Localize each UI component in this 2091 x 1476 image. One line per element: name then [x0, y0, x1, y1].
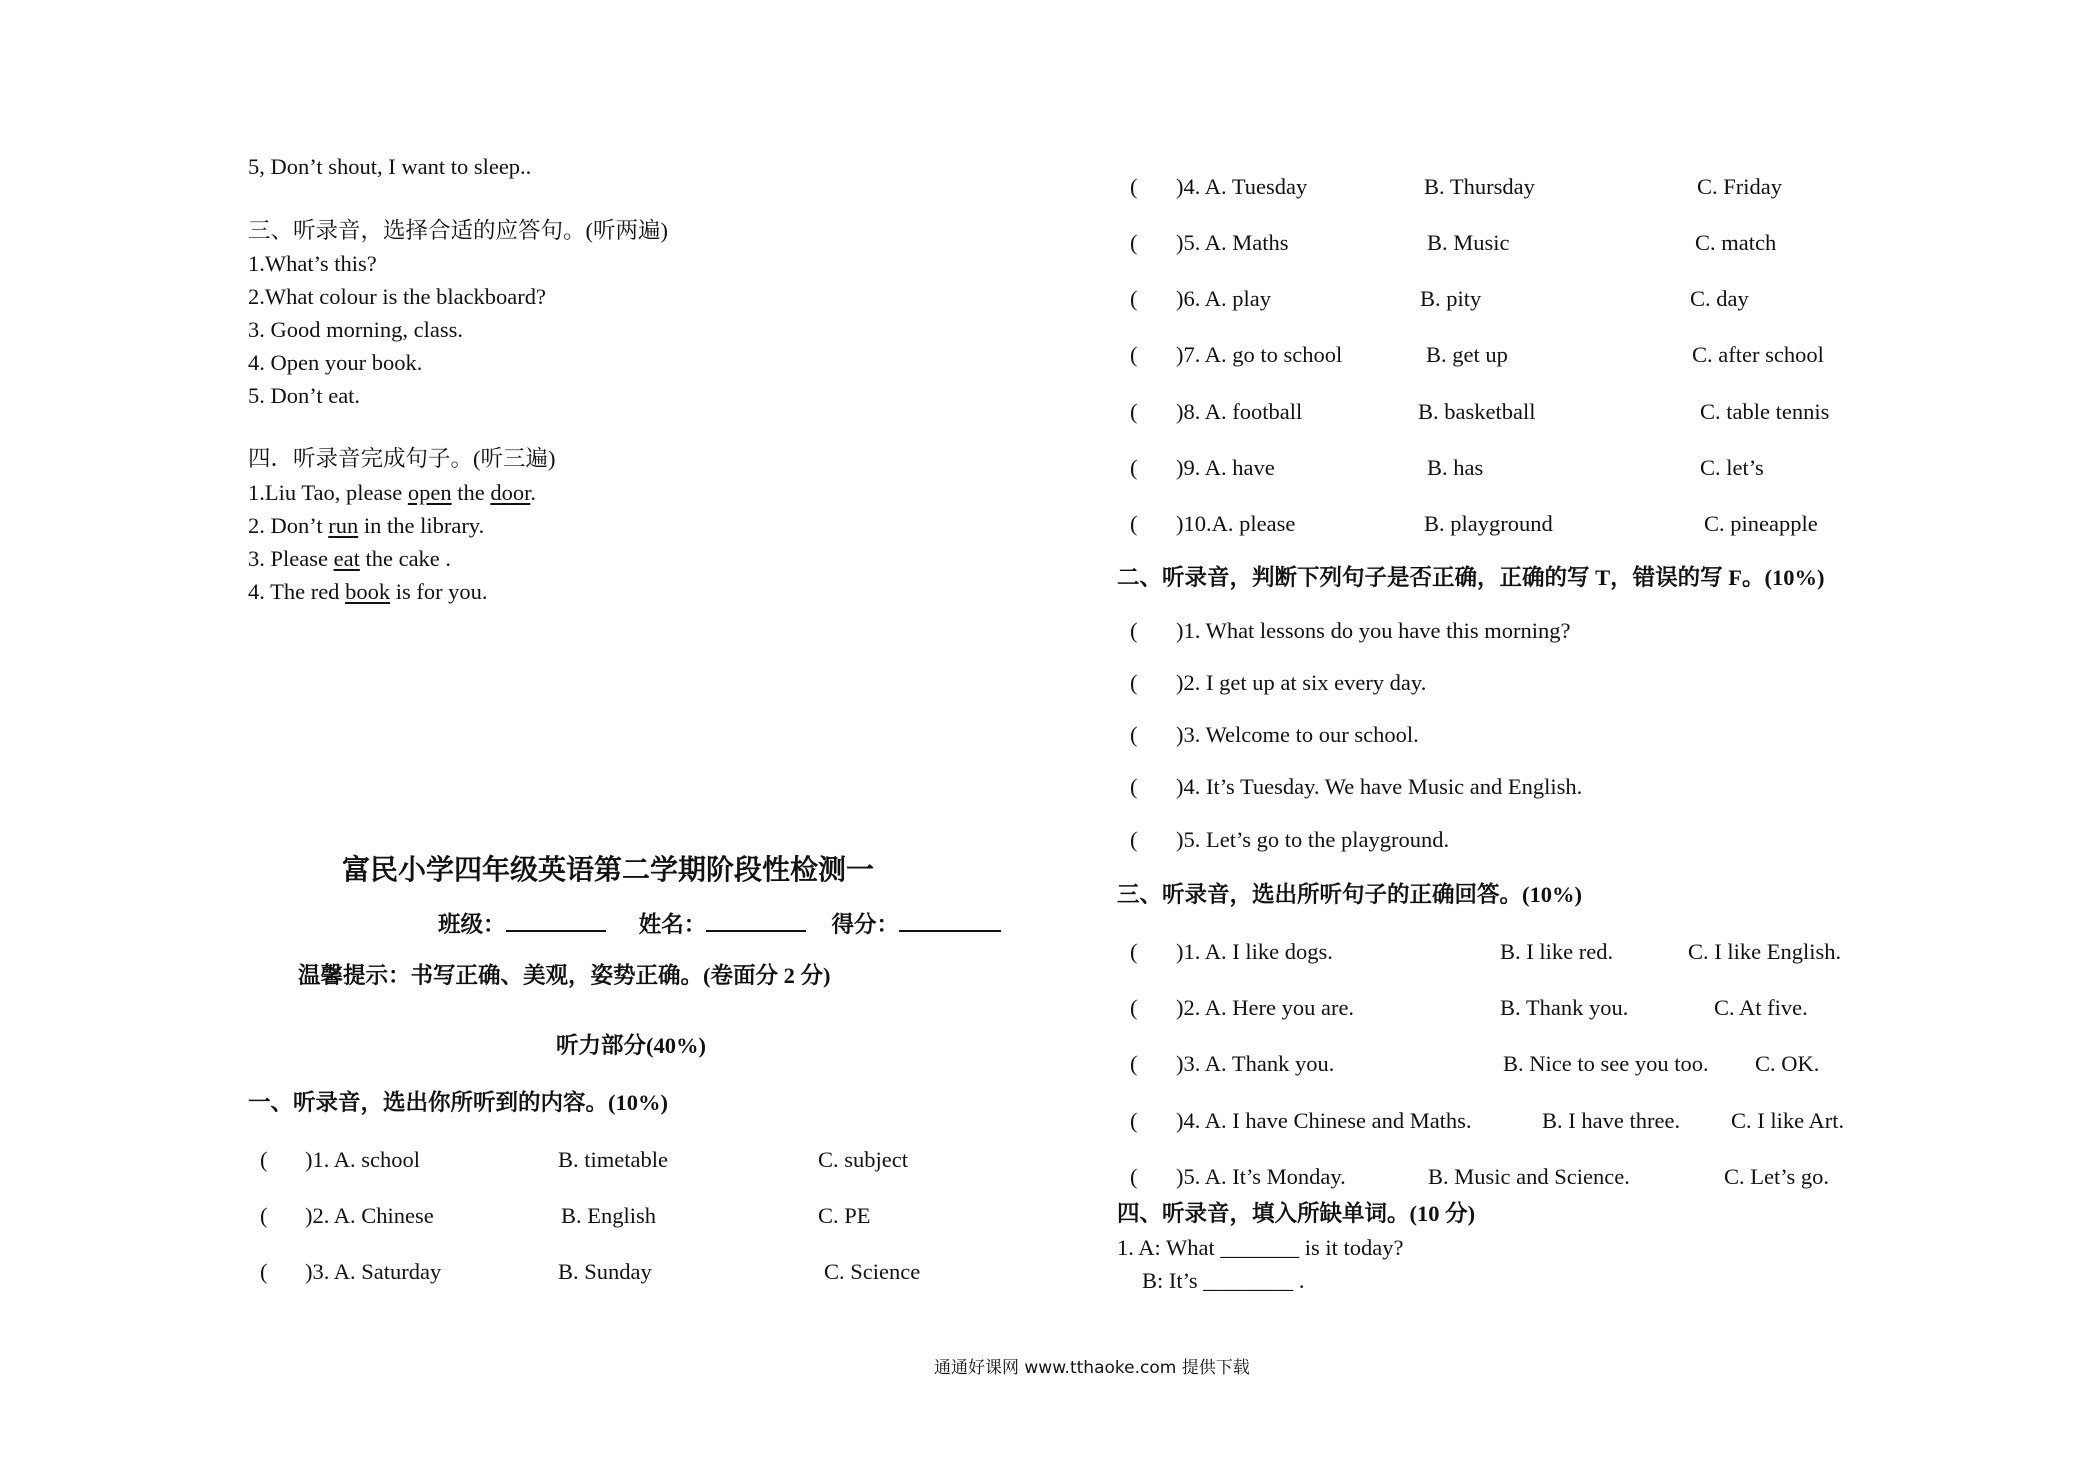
option-c: C. I like English.: [1688, 939, 1842, 964]
option-b: B. Thank you.: [1500, 995, 1629, 1020]
option-b: B. Music: [1427, 230, 1510, 255]
answer-item: 2.What colour is the blackboard?: [248, 284, 547, 309]
class-label: 班级：: [438, 912, 506, 937]
exam-tip: 温馨提示：书写正确、美观，姿势正确。(卷面分 2 分): [298, 963, 831, 988]
option-c: C. let’s: [1700, 455, 1764, 480]
tf-statement-2: )2. I get up at six every day.: [1176, 670, 1427, 695]
exam-title: 富民小学四年级英语第二学期阶段性检测一: [342, 855, 875, 886]
answer-paren[interactable]: (: [1130, 618, 1138, 643]
answer-sentence-3: 3. Please eat the cake .: [248, 546, 452, 571]
answer-paren[interactable]: (: [1130, 174, 1138, 199]
option-b: B. get up: [1426, 342, 1508, 367]
tf-statement-1: )1. What lessons do you have this morning?: [1176, 618, 1571, 643]
part2-heading: 二、听录音，判断下列句子是否正确，正确的写 T，错误的写 F。(10%): [1117, 565, 1825, 590]
option-b: B. Music and Science.: [1428, 1164, 1630, 1189]
option-b: B. Thursday: [1424, 174, 1535, 199]
class-field[interactable]: [506, 908, 606, 932]
option-c: C. Let’s go.: [1724, 1164, 1829, 1189]
section-listening: 听力部分(40%): [556, 1033, 706, 1058]
option-c: C. after school: [1692, 342, 1824, 367]
option-c: C. day: [1690, 286, 1749, 311]
question-9: )9. A. have: [1176, 455, 1275, 480]
answer-section-3-heading: 三、听录音，选择合适的应答句。(听两遍): [248, 218, 668, 243]
question-2: )2. A. Chinese: [305, 1203, 434, 1228]
answer-sentence-1: 1.Liu Tao, please open the door.: [248, 480, 536, 505]
answer-paren[interactable]: (: [1130, 827, 1138, 852]
option-b: B. I have three.: [1542, 1108, 1681, 1133]
fill-blank-line-2[interactable]: B: It’s ________ .: [1142, 1268, 1305, 1293]
answer-item: 5. Don’t eat.: [248, 383, 361, 408]
option-c: C. Science: [824, 1259, 921, 1284]
answer-paren[interactable]: (: [1130, 722, 1138, 747]
answer-paren[interactable]: (: [1130, 286, 1138, 311]
answer-paren[interactable]: (: [1130, 1108, 1138, 1133]
option-b: B. has: [1427, 455, 1484, 480]
option-c: C. match: [1695, 230, 1777, 255]
option-b: B. pity: [1420, 286, 1482, 311]
response-question-3: )3. A. Thank you.: [1176, 1051, 1335, 1076]
option-c: C. PE: [818, 1203, 871, 1228]
answer-paren[interactable]: (: [1130, 455, 1138, 480]
tf-statement-4: )4. It’s Tuesday. We have Music and English.: [1176, 774, 1583, 799]
part3-heading: 三、听录音，选出所听句子的正确回答。(10%): [1117, 882, 1582, 907]
answer-paren[interactable]: (: [1130, 342, 1138, 367]
answer-item: 3. Good morning, class.: [248, 317, 463, 342]
option-b: B. Nice to see you too.: [1503, 1051, 1709, 1076]
option-c: C. pineapple: [1704, 511, 1818, 536]
answer-section-4-heading: 四．听录音完成句子。(听三遍): [248, 446, 556, 471]
option-b: B. I like red.: [1500, 939, 1614, 964]
answer-paren[interactable]: (: [260, 1203, 268, 1228]
answer-line-5: 5, Don’t shout, I want to sleep..: [248, 154, 532, 179]
question-7: )7. A. go to school: [1176, 342, 1343, 367]
question-6: )6. A. play: [1176, 286, 1271, 311]
option-b: B. Sunday: [558, 1259, 652, 1284]
tf-statement-3: )3. Welcome to our school.: [1176, 722, 1419, 747]
question-1: )1. A. school: [305, 1147, 420, 1172]
option-c: C. Friday: [1697, 174, 1783, 199]
option-c: C. subject: [818, 1147, 908, 1172]
info-fields: [438, 908, 1001, 937]
option-b: B. timetable: [558, 1147, 668, 1172]
response-question-5: )5. A. It’s Monday.: [1176, 1164, 1346, 1189]
option-c: C. table tennis: [1700, 399, 1830, 424]
question-10: )10.A. please: [1176, 511, 1296, 536]
tf-statement-5: )5. Let’s go to the playground.: [1176, 827, 1450, 852]
answer-paren[interactable]: (: [260, 1147, 268, 1172]
answer-paren[interactable]: (: [1130, 670, 1138, 695]
answer-paren[interactable]: (: [1130, 1164, 1138, 1189]
answer-paren[interactable]: (: [1130, 511, 1138, 536]
score-field[interactable]: [899, 908, 1001, 932]
response-question-1: )1. A. I like dogs.: [1176, 939, 1333, 964]
answer-paren[interactable]: (: [1130, 995, 1138, 1020]
answer-paren[interactable]: (: [1130, 399, 1138, 424]
response-question-4: )4. A. I have Chinese and Maths.: [1176, 1108, 1472, 1133]
answer-paren[interactable]: (: [1130, 939, 1138, 964]
answer-sentence-2: 2. Don’t run in the library.: [248, 513, 485, 538]
option-b: B. English: [561, 1203, 657, 1228]
option-c: C. I like Art.: [1731, 1108, 1845, 1133]
answer-paren[interactable]: (: [1130, 774, 1138, 799]
option-c: C. OK.: [1755, 1051, 1820, 1076]
option-b: B. playground: [1424, 511, 1553, 536]
answer-paren[interactable]: (: [260, 1259, 268, 1284]
question-4: )4. A. Tuesday: [1176, 174, 1308, 199]
question-3: )3. A. Saturday: [305, 1259, 442, 1284]
response-question-2: )2. A. Here you are.: [1176, 995, 1355, 1020]
question-5: )5. A. Maths: [1176, 230, 1289, 255]
answer-paren[interactable]: (: [1130, 230, 1138, 255]
footer-watermark: 通通好课网 www.tthaoke.com 提供下载: [934, 1358, 1250, 1378]
fill-blank-line-1[interactable]: 1. A: What _______ is it today?: [1117, 1235, 1404, 1260]
name-field[interactable]: [706, 908, 806, 932]
answer-sentence-4: 4. The red book is for you.: [248, 579, 488, 604]
part4-heading: 四、听录音，填入所缺单词。(10 分): [1117, 1201, 1476, 1226]
option-c: C. At five.: [1714, 995, 1808, 1020]
answer-paren[interactable]: (: [1130, 1051, 1138, 1076]
part1-heading: 一、听录音，选出你所听到的内容。(10%): [248, 1090, 668, 1115]
score-label: 得分：: [831, 912, 900, 937]
answer-item: 1.What’s this?: [248, 251, 377, 276]
question-8: )8. A. football: [1176, 399, 1303, 424]
answer-item: 4. Open your book.: [248, 350, 423, 375]
name-label: 姓名：: [638, 912, 707, 937]
option-b: B. basketball: [1418, 399, 1536, 424]
